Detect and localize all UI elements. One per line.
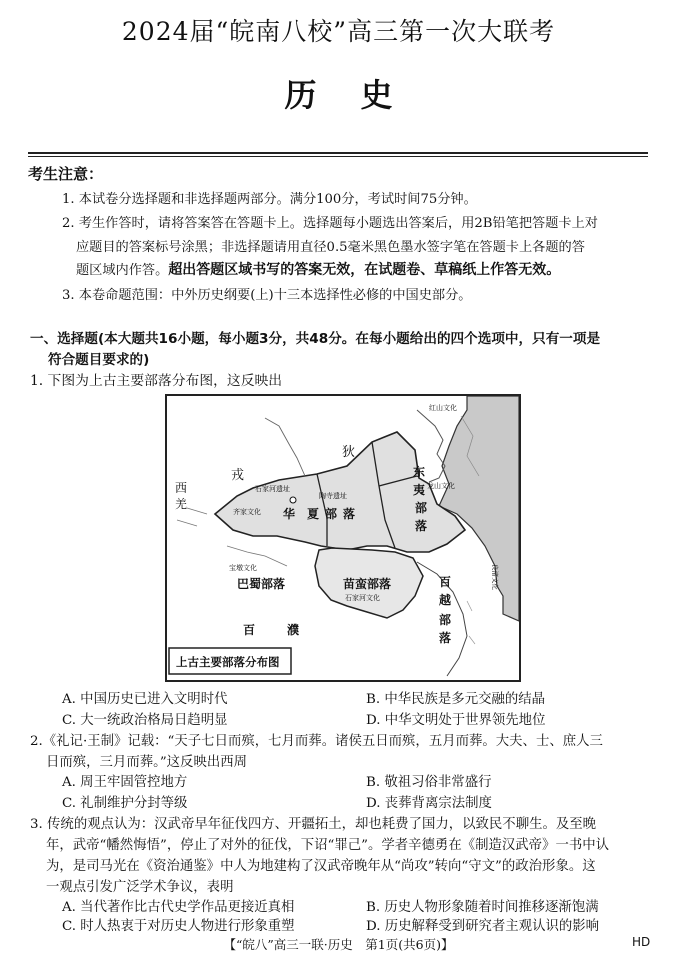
question-2-line-1: 2.《礼记·王制》记载：“天子七日而殡，七月而葬。诸侯五日而殡，五月而葬。大夫、士、庶人三: [30, 734, 603, 749]
subject-title: 历史: [284, 76, 437, 114]
notice-item-3: 3. 本卷命题范围：中外历史纲要(上)十三本选择性必修的中国史部分。: [62, 288, 472, 303]
label-dongyi-luo: 落: [415, 519, 428, 533]
q3-option-a: A. 当代著作比古代史学作品更接近真相: [62, 900, 295, 915]
q2-option-b: B. 敬祖习俗非常盛行: [366, 775, 492, 790]
question-3-line-2: 年，武帝“幡然悔悟”，停止了对外的征伐，下诏“罪己”。学者辛德勇在《制造汉武帝》一书中认: [46, 838, 610, 853]
header-rule: [28, 152, 648, 154]
q1-option-b: B. 中华民族是多元交融的结晶: [366, 692, 546, 707]
label-qijia-culture: 齐家文化: [233, 508, 261, 516]
label-baiyue-3: 部: [439, 613, 452, 627]
page-footer: 【“皖八”高三一联·历史 第1页(共6页)】: [223, 937, 454, 952]
label-baiyue-4: 落: [439, 631, 452, 645]
capital-marker: [290, 497, 296, 503]
q3-option-b: B. 历史人物形象随着时间推移逐渐饱满: [366, 900, 599, 915]
label-baiyue-1: 百: [439, 575, 452, 589]
q3-option-c: C. 时人热衷于对历史人物进行形象重塑: [62, 919, 295, 934]
label-dong: 东: [413, 465, 426, 479]
q1-option-c: C. 大一统政治格局日趋明显: [62, 713, 228, 728]
label-bashu-tribe: 巴蜀部落: [237, 577, 286, 591]
label-yi: 夷: [413, 483, 426, 497]
question-3-line-1: 3. 传统的观点认为：汉武帝早年征伐四方、开疆拓土，却也耗费了国力，以致民不聊生。及至晚: [30, 817, 597, 832]
notice-item-2-line-3: [76, 259, 560, 279]
q1-option-d: D. 中华文明处于世界领先地位: [366, 713, 546, 728]
question-2-line-2: 日而殡，三月而葬。”这反映出西周: [46, 755, 248, 770]
label-hua: 华: [283, 507, 296, 521]
q2-option-a: A. 周王牢固管控地方: [62, 775, 188, 790]
q2-option-c: C. 礼制维护分封等级: [62, 796, 188, 811]
island-marks: [467, 601, 475, 644]
label-qiang: 羌: [175, 497, 188, 511]
label-taosi-site: 陶寺遗址: [319, 492, 347, 500]
label-dongyi-bu: 部: [415, 501, 428, 515]
notice-item-2-line-2: 应题目的答案标号涂黑；非选择题请用直径0.5毫米黑色墨水签字笔在答题卡上各题的答: [76, 240, 585, 255]
label-xi: 西: [175, 481, 188, 495]
question-3-line-3: 为，是司马光在《资治通鉴》中人为地建构了汉武帝晚年从“尚攻”转向“守文”的政治形象。这: [46, 859, 596, 874]
exam-title: 2024届“皖南八校”高三第一次大联考: [121, 17, 556, 46]
section-heading-line-1: 一、选择题(本大题共16小题，每小题3分，共48分。在每小题给出的四个选项中，只有一项是: [30, 331, 601, 347]
map-caption: 上古主要部落分布图: [176, 655, 280, 669]
label-bai: 百: [243, 623, 256, 637]
q2-option-d: D. 丧葬背离宗法制度: [366, 796, 492, 811]
notice-item-1: 1. 本试卷分选择题和非选择题两部分。满分100分，考试时间75分钟。: [62, 192, 477, 207]
label-baiyue-2: 越: [439, 593, 452, 607]
question-3-line-4: 一观点引发广泛学术争议，表明: [46, 880, 234, 895]
tribe-distribution-map: [165, 394, 521, 682]
label-site-1: 石家河遗址: [255, 485, 290, 493]
notice-heading: 考生注意：: [28, 165, 104, 183]
label-miaoman-tribe: 苗蛮部落: [343, 577, 392, 591]
label-xia: 夏: [307, 507, 320, 521]
label-rong: 戎: [231, 468, 245, 483]
map-svg: [167, 396, 519, 680]
question-1-stem: 1. 下图为上古主要部落分布图，这反映出: [30, 373, 283, 389]
section-heading-line-2: 符合题目要求的): [48, 352, 150, 368]
label-shijiahe-culture: 石家河文化: [345, 594, 380, 602]
label-di: 狄: [342, 445, 356, 460]
label-longshan-culture: 龙山文化: [427, 482, 455, 490]
label-liangzhu-culture: 良渚文化: [491, 564, 499, 590]
header-rule-thin: [28, 156, 648, 157]
river-3: [227, 546, 287, 566]
label-hongshan-culture: 红山文化: [429, 404, 457, 412]
footer-code: HD: [632, 935, 651, 949]
label-pu: 濮: [287, 623, 300, 637]
notice-item-2-line-3-plain: 题区域内作答。: [76, 263, 169, 278]
notice-item-2-line-1: 2. 考生作答时，请将答案答在答题卡上。选择题每小题选出答案后，用2B铅笔把答题卡上对: [62, 216, 598, 231]
label-huaxia-bu: 部: [325, 507, 338, 521]
q3-option-d: D. 历史解释受到研究者主观认识的影响: [366, 919, 600, 934]
river-1: [265, 418, 305, 476]
label-huaxia-luo: 落: [343, 507, 356, 521]
label-baodun-culture: 宝墩文化: [229, 564, 257, 572]
notice-warning: 超出答题区域书写的答案无效，在试题卷、草稿纸上作答无效。: [168, 262, 561, 278]
q1-option-a: A. 中国历史已进入文明时代: [62, 692, 228, 707]
